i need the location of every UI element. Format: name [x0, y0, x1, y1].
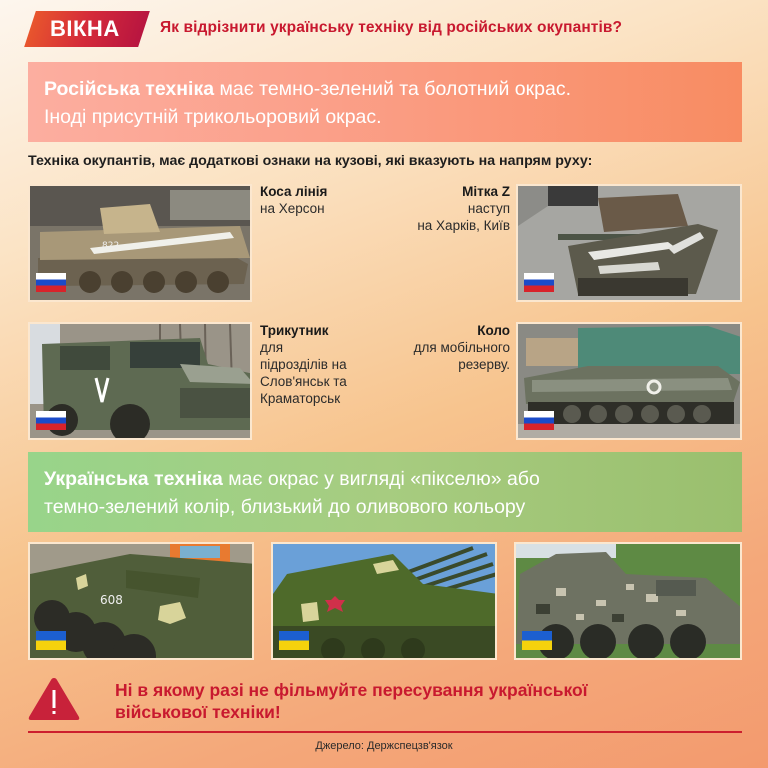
photo-z-tank — [516, 184, 742, 302]
ukraine-flag-icon — [522, 631, 552, 650]
page-title: Як відрізнити українську техніку від російських окупантів? — [160, 19, 623, 36]
ukrainian-box-bold: Українська техніка — [44, 468, 223, 490]
marking-desc-1: для мобільного — [413, 340, 510, 355]
photo-ua-shilka — [271, 542, 497, 660]
marking-desc-2: резерву. — [458, 357, 510, 372]
photo-slanted-line-vehicle — [28, 184, 252, 302]
ukraine-flag-icon — [279, 631, 309, 650]
warning-icon — [27, 676, 81, 722]
russia-flag-icon — [36, 411, 66, 430]
divider — [28, 731, 742, 733]
warning-line-2: військової техніки! — [115, 702, 281, 722]
source-credit: Джерело: Держспецзв'язок — [315, 740, 453, 752]
ukrainian-box-line2: темно-зелений колір, близький до оливового кольору — [44, 496, 526, 518]
marking-title: Коло — [477, 323, 510, 338]
svg-text:608: 608 — [100, 593, 123, 607]
photo-triangle-vehicle — [28, 322, 252, 440]
header — [0, 0, 768, 56]
marking-title: Трикутник — [260, 323, 329, 338]
marking-title: Коса лінія — [260, 184, 328, 199]
marking-title: Мітка Z — [462, 184, 510, 199]
logo-text: ВІКНА — [50, 16, 120, 41]
marking-desc-4: Краматорськ — [260, 391, 341, 406]
russia-flag-icon — [524, 411, 554, 430]
russia-flag-icon — [524, 273, 554, 292]
svg-text:822: 822 — [102, 241, 120, 251]
photo-ua-btr4 — [514, 542, 742, 660]
russia-flag-icon — [36, 273, 66, 292]
warning-message — [115, 679, 588, 723]
russian-equipment-box — [28, 62, 742, 142]
photo-circle-vehicle — [516, 322, 742, 440]
marking-desc-1: наступ — [467, 201, 510, 216]
marking-desc-1: для — [260, 340, 284, 355]
russian-box-bold: Російська техніка — [44, 78, 215, 100]
marking-desc-2: підрозділів на — [260, 357, 347, 372]
marking-desc-2: на Харків, Київ — [417, 218, 510, 233]
russian-box-text: має темно-зелений та болотний окрас. — [214, 78, 572, 100]
marking-label-z — [380, 183, 510, 234]
marking-label-triangle — [260, 322, 347, 407]
marking-label-slanted-line — [260, 183, 327, 217]
ukraine-flag-icon — [36, 631, 66, 650]
marking-label-circle — [380, 322, 510, 373]
ukrainian-equipment-box — [28, 452, 742, 532]
russian-box-line2: Іноді присутній трикольоровий окрас. — [44, 106, 382, 128]
photo-ua-btr — [28, 542, 254, 660]
ukrainian-box-text: має окрас у вигляді «пікселю» або — [222, 468, 540, 490]
marking-desc-3: Слов'янськ та — [260, 374, 347, 389]
marking-desc: на Херсон — [260, 201, 325, 216]
markings-subtitle: Техніка окупантів, має додаткові ознаки на кузові, які вказують на напрям руху: — [28, 153, 593, 169]
warning-line-1: Ні в якому разі не фільмуйте пересування української — [115, 680, 588, 700]
